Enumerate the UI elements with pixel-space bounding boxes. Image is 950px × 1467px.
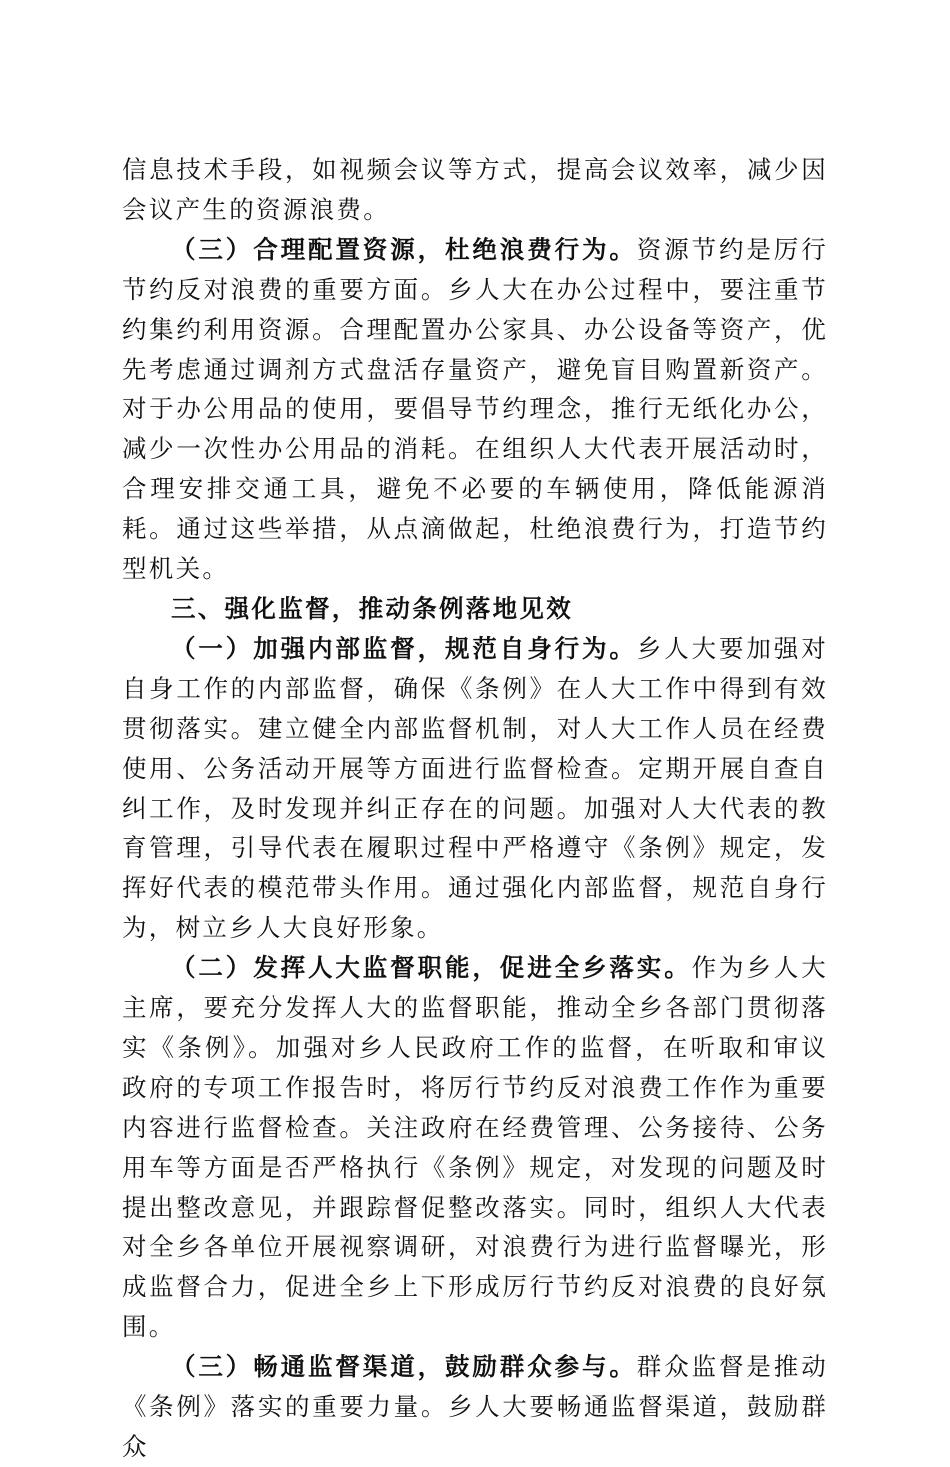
paragraph-text: 资源节约是厉行节约反对浪费的重要方面。乡人大在办公过程中，要注重节约集约利用资源。合理配置办公家具、办公设备等资产，优先考虑通过调剂方式盘活存量资产，避免盲目购置新资产。对于办公用品的使用，要倡导节约理念，推行无纸化办公，减少一次性办公用品的消耗。在组织人大代表开展活动时，合理安排交通工具，避免不必要的车辆使用，降低能源消耗。通过这些举措，从点滴做起，杜绝浪费行为，打造节约型机关。 bbox=[122, 234, 828, 584]
paragraph-lead: （三）畅通监督渠道，鼓励群众参与。 bbox=[171, 1352, 637, 1382]
document-body bbox=[122, 150, 828, 1467]
paragraph-npc-supervision bbox=[122, 948, 828, 1347]
paragraph-lead: （一）加强内部监督，规范自身行为。 bbox=[171, 633, 637, 663]
paragraph-resource-allocation bbox=[122, 230, 828, 589]
paragraph-text: 作为乡人大主席，要充分发挥人大的监督职能，推动全乡各部门贯彻落实《条例》。加强对乡人民政府工作的监督，在听取和审议政府的专项工作报告时，将厉行节约反对浪费工作作为重要内容进行监督检查。关注政府在经费管理、公务接待、公务用车等方面是否严格执行《条例》规定，对发现的问题及时提出整改意见，并跟踪督促整改落实。同时，组织人大代表对全乡各单位开展视察调研，对浪费行为进行监督曝光，形成监督合力，促进全乡上下形成厉行节约反对浪费的良好氛围。 bbox=[122, 953, 829, 1342]
paragraph-text: 乡人大要加强对自身工作的内部监督，确保《条例》在人大工作中得到有效贯彻落实。建立健全内部监督机制，对人大工作人员在经费使用、公务活动开展等方面进行监督检查。定期开展自查自纠工作，及时发现并纠正存在的问题。加强对人大代表的教育管理，引导代表在履职过程中严格遵守《条例》规定，发挥好代表的模范带头作用。通过强化内部监督，规范自身行为，树立乡人大良好形象。 bbox=[122, 633, 828, 943]
section-heading: 三、强化监督，推动条例落地见效 bbox=[171, 593, 573, 623]
paragraph-internal-supervision bbox=[122, 629, 828, 948]
paragraph-lead: （二）发挥人大监督职能，促进全乡落实。 bbox=[171, 953, 692, 983]
paragraph-lead: （三）合理配置资源，杜绝浪费行为。 bbox=[171, 234, 637, 264]
paragraph-text: 群众监督是推动《条例》落实的重要力量。乡人大要畅通监督渠道，鼓励群众 bbox=[122, 1352, 828, 1461]
paragraph-public-participation bbox=[122, 1347, 828, 1467]
paragraph-text: 信息技术手段，如视频会议等方式，提高会议效率，减少因会议产生的资源浪费。 bbox=[122, 155, 828, 224]
paragraph-continuation bbox=[122, 150, 828, 230]
